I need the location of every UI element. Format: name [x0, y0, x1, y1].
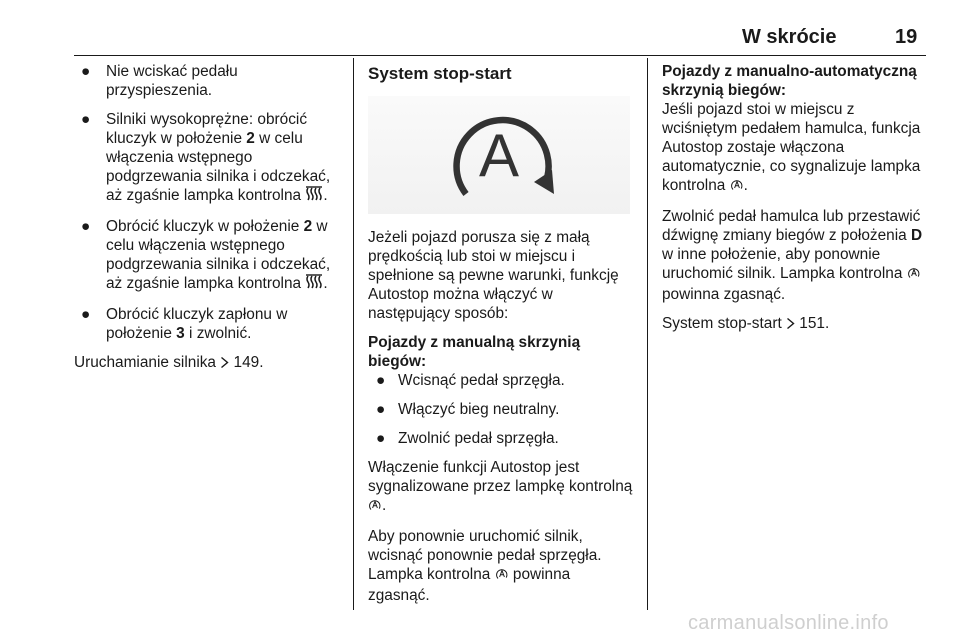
list-item-text: Obrócić kluczyk w położenie	[106, 218, 304, 235]
paragraph: Jeżeli pojazd porusza się z małą prędkością lub stoi w miejscu i spełnione są pewne warunki, funkcję Autostop można włączyć w następujący sposób:	[368, 229, 619, 322]
list-item-text: Obrócić kluczyk zapłonu w położenie	[106, 306, 288, 342]
list-item	[74, 217, 344, 295]
list-item-text: Włączyć bieg neutralny.	[398, 401, 560, 418]
bullet: ●	[81, 111, 91, 128]
bullet: ●	[81, 218, 91, 235]
autostop-symbol-icon	[368, 96, 630, 214]
autostop-lamp-icon	[368, 498, 382, 517]
glow-plug-icon	[305, 274, 323, 295]
list-item-text: Zwolnić pedał sprzęgła.	[398, 430, 559, 447]
subheading: Pojazdy z manualno-automatyczną skrzynią biegów:	[662, 63, 917, 99]
list-item-text: Nie wciskać pedału przyspieszenia.	[106, 63, 238, 99]
page-reference-arrow-icon	[220, 355, 229, 374]
column-divider-right	[647, 58, 648, 610]
bullet: ●	[376, 372, 386, 389]
header-rule	[74, 55, 926, 56]
paragraph: Włączenie funkcji Autostop jest sygnalizowane przez lampkę kontrolną .	[368, 458, 636, 517]
gear-position: D	[910, 227, 923, 244]
autostop-lamp-icon	[907, 266, 921, 285]
column-1	[74, 62, 344, 384]
paragraph: Jeśli pojazd stoi w miejscu z wciśniętym pedałem hamulca, funkcja Autostop zostaje włączona automatycznie, co sygnalizuje lampka kontrolna .	[662, 100, 930, 197]
list-item	[74, 62, 344, 100]
key-position: 2	[303, 218, 313, 235]
autostop-lamp-icon	[730, 178, 744, 197]
key-position: 2	[246, 130, 255, 147]
column-2	[368, 62, 636, 615]
paragraph: Aby ponownie uruchomić silnik, wcisnąć ponownie pedał sprzęgła. Lampka kontrolna powinna zgasnąć.	[368, 528, 602, 604]
cross-reference[interactable]: Uruchamianie silnika 149.	[74, 353, 344, 374]
key-position: 3	[176, 325, 185, 342]
page-number: 19	[895, 26, 918, 48]
page-reference-arrow-icon	[786, 316, 795, 335]
autostop-lamp-icon	[495, 567, 509, 586]
glow-plug-icon	[305, 186, 323, 207]
column-divider-left	[353, 58, 354, 610]
autostop-letter: A	[478, 122, 520, 189]
list-item	[368, 371, 636, 390]
column-3	[662, 62, 930, 345]
list-item-text: Wcisnąć pedał sprzęgła.	[398, 372, 565, 389]
punctuation: .	[323, 187, 328, 204]
list-item	[74, 110, 344, 207]
paragraph: Zwolnić pedał hamulca lub przestawić dźwignę zmiany biegów z położenia D w inne położenie, aby ponownie uruchomić silnik. Lampka kontrolna powinna zgasnąć.	[662, 208, 923, 303]
header-title: W skrócie	[742, 26, 837, 48]
list-item-text: i zwolnić.	[184, 325, 252, 342]
bullet: ●	[376, 430, 386, 447]
list-item	[74, 305, 344, 343]
punctuation: .	[323, 275, 328, 292]
list-item	[368, 400, 636, 419]
bullet: ●	[376, 401, 386, 418]
subheading: Pojazdy z manualną skrzynią biegów:	[368, 334, 581, 370]
list-item	[368, 429, 636, 448]
bullet: ●	[81, 63, 91, 80]
list-item-text: w celu włączenia wstępnego podgrzewania silnika i odczekać, aż zgaśnie lampka kontrolna	[106, 218, 331, 292]
autostop-figure	[368, 96, 630, 214]
section-title: System stop-start	[368, 64, 512, 83]
list-item-text: Silniki wysokoprężne: obrócić kluczyk w położenie	[106, 111, 308, 147]
list-item-text: w celu włączenia wstępnego podgrzewania silnika i odczekać, aż zgaśnie lampka kontrolna	[106, 130, 331, 204]
bullet: ●	[81, 306, 91, 323]
watermark: carmanualsonline.info	[688, 612, 889, 634]
cross-reference[interactable]: System stop-start 151.	[662, 314, 930, 335]
